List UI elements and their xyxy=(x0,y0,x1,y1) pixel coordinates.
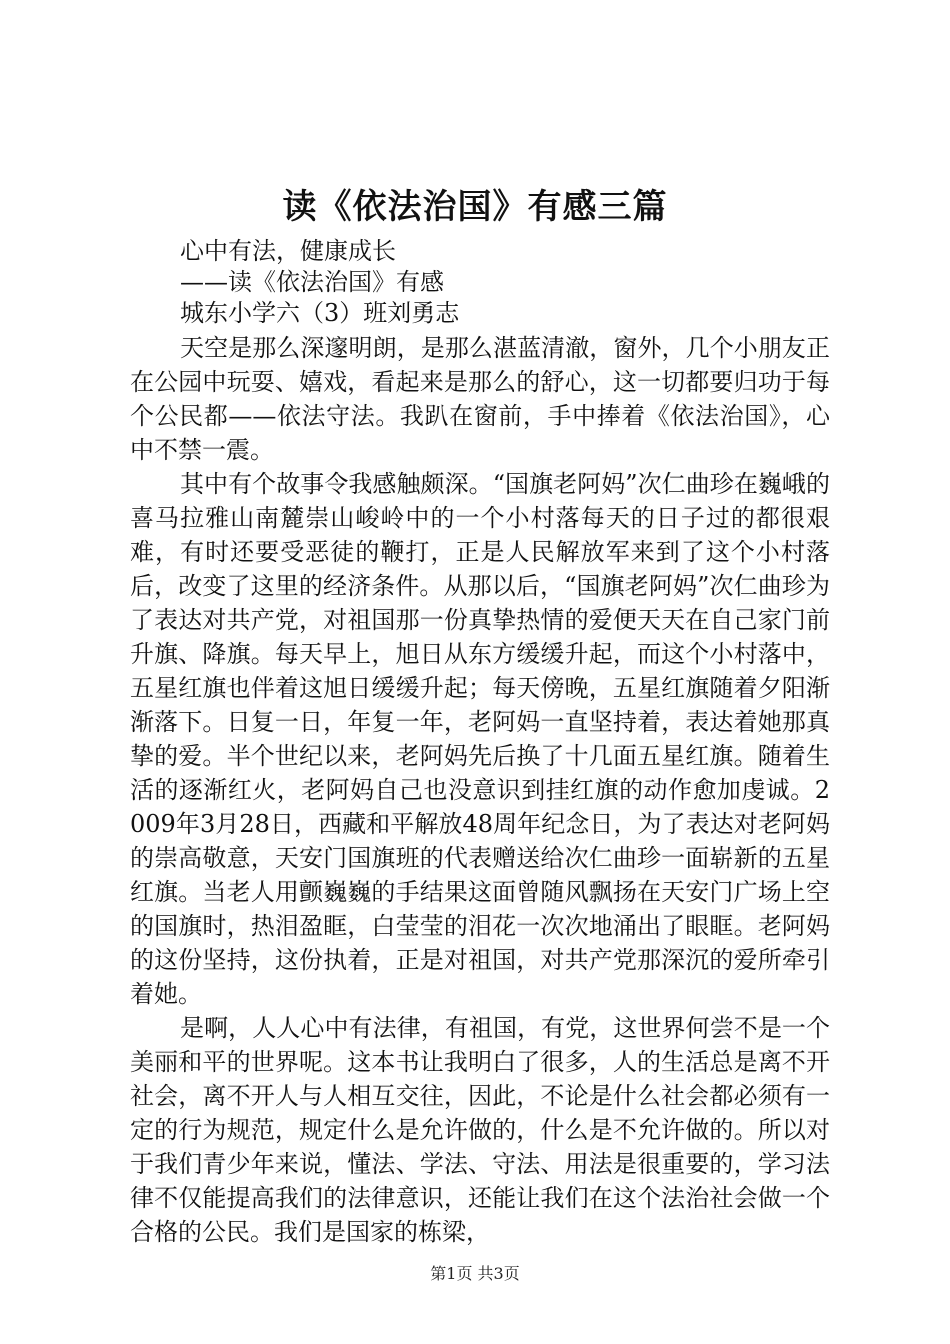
article-subtitle: 心中有法，健康成长 xyxy=(180,237,396,265)
document-title: 读《依法治国》有感三篇 xyxy=(282,187,668,227)
page-footer: 第1页 共3页 xyxy=(430,1264,520,1283)
paragraph: 天空是那么深邃明朗，是那么湛蓝清澈，窗外，几个小朋友正在公园中玩耍、嬉戏，看起来是那么的舒心，这一切都要归功于每个公民都——依法守法。我趴在窗前，手中捧着《依法治国》，心中不禁一震。 xyxy=(130,334,830,464)
article-header xyxy=(180,236,820,329)
paragraph: 其中有个故事令我感触颇深。“国旗老阿妈”次仁曲珍在巍峨的喜马拉雅山南麓崇山峻岭中的一个小村落每天的日子过的都很艰难，有时还要受恶徒的鞭打，正是人民解放军来到了这个小村落后，改变了这里的经济条件。从那以后，“国旗老阿妈”次仁曲珍为了表达对共产党，对祖国那一份真挚热情的爱便天天在自己家门前升旗、降旗。每天早上，旭日从东方缓缓升起，而这个小村落中，五星红旗也伴着这旭日缓缓升起；每天傍晚，五星红旗随着夕阳渐渐落下。日复一日，年复一年，老阿妈一直坚持着，表达着她那真挚的爱。半个世纪以来，老阿妈先后换了十几面五星红旗。随着生活的逐渐红火，老阿妈自己也没意识到挂红旗的动作愈加虔诚。2009年3月28日，西藏和平解放48周年纪念日，为了表达对老阿妈的崇高敬意，天安门国旗班的代表赠送给次仁曲珍一面崭新的五星红旗。当老人用颤巍巍的手结果这面曾随风飘扬在天安门广场上空的国旗时，热泪盈眶，白莹莹的泪花一次次地涌出了眼眶。老阿妈的这份坚持，这份执着，正是对祖国，对共产党那深沉的爱所牵引着她。 xyxy=(130,470,830,1008)
article-source: ——读《依法治国》有感 xyxy=(180,268,444,296)
article-body xyxy=(130,331,830,1249)
paragraph: 是啊，人人心中有法律，有祖国，有党，这世界何尝不是一个美丽和平的世界呢。这本书让我明白了很多，人的生活总是离不开社会，离不开人与人相互交往，因此，不论是什么社会都必须有一定的行为规范，规定什么是允许做的，什么是不允许做的。所以对于我们青少年来说，懂法、学法、守法、用法是很重要的，学习法律不仅能提高我们的法律意识，还能让我们在这个法治社会做一个合格的公民。我们是国家的栋梁， xyxy=(130,1014,830,1246)
article-author: 城东小学六（3）班刘勇志 xyxy=(180,299,460,327)
